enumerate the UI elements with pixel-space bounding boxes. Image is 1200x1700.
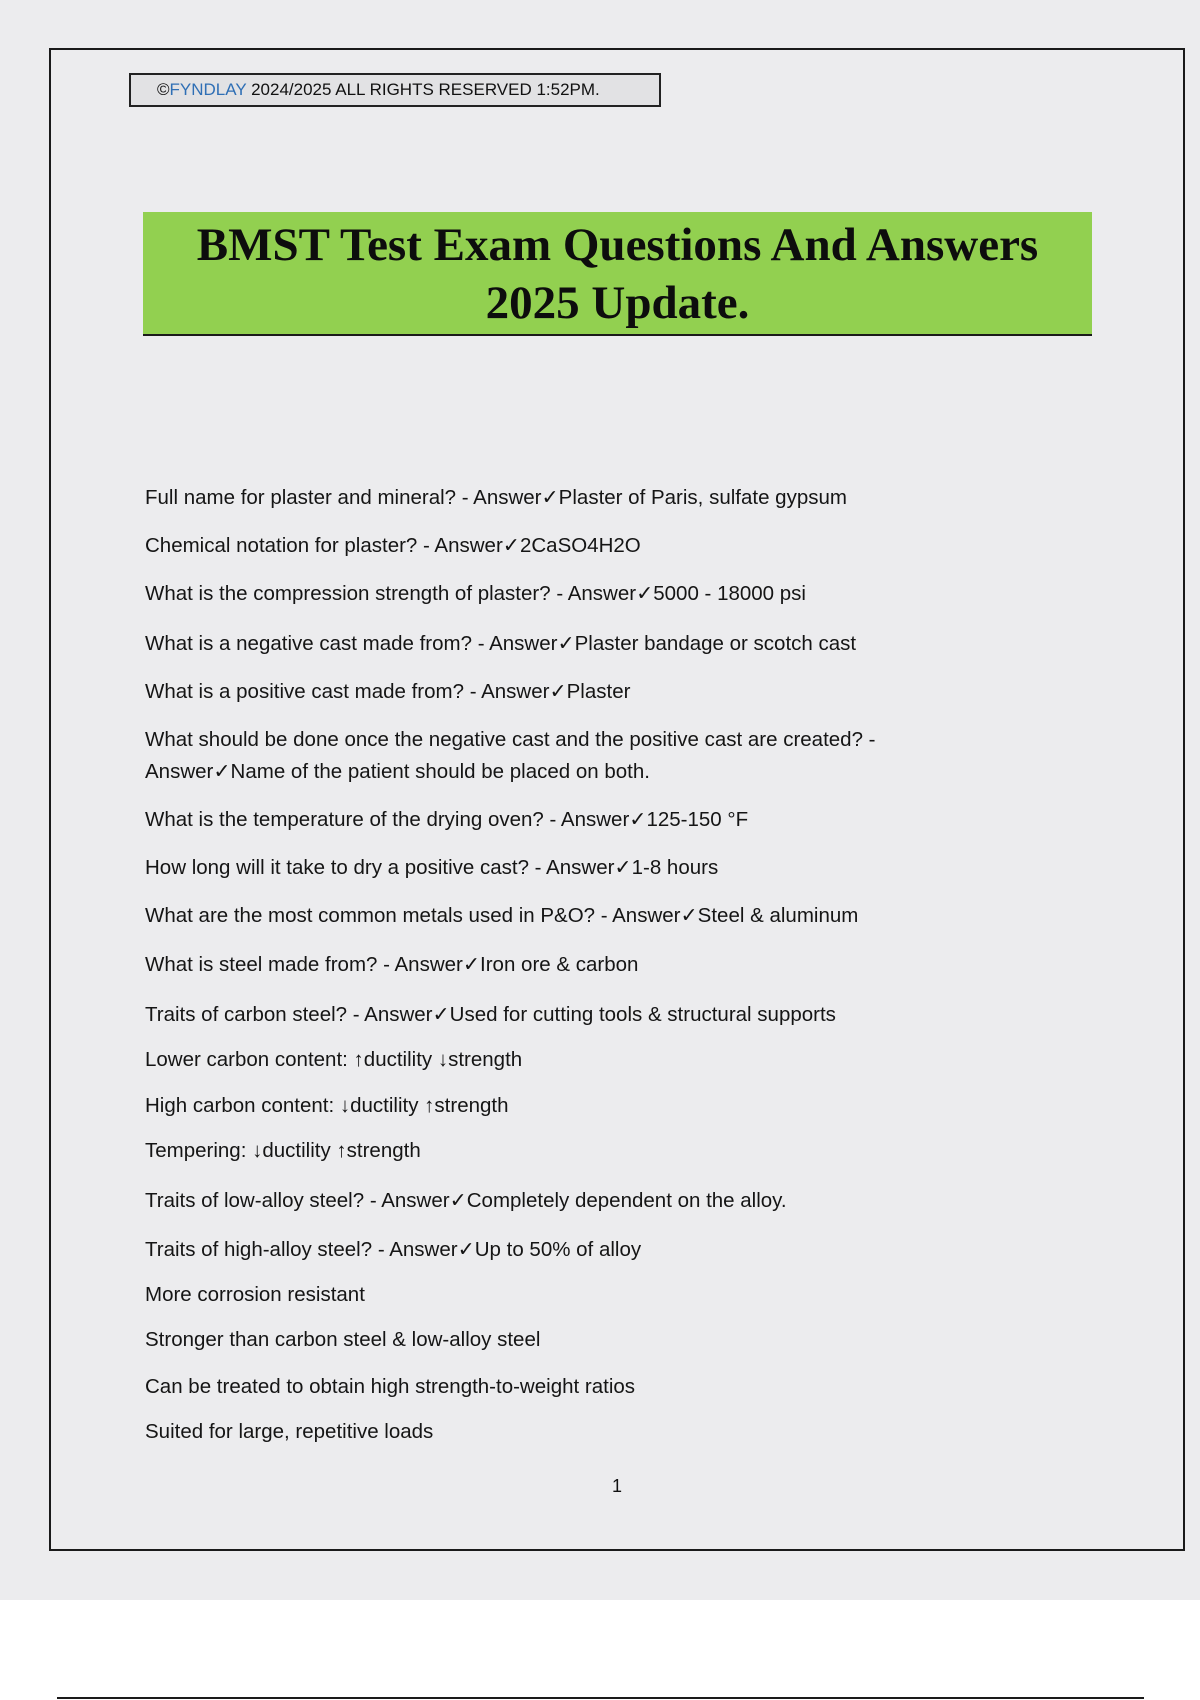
qa-item: What is a negative cast made from? - Answer✓Plaster bandage or scotch cast	[145, 632, 857, 655]
qa-item: What is a positive cast made from? - Answer✓Plaster	[145, 680, 631, 703]
qa-item: Full name for plaster and mineral? - Answer✓Plaster of Paris, sulfate gypsum	[145, 486, 847, 509]
qa-item: Tempering: ↓ductility ↑strength	[145, 1139, 421, 1162]
title-banner	[143, 212, 1092, 336]
qa-item: How long will it take to dry a positive cast? - Answer✓1-8 hours	[145, 856, 719, 879]
rights-text: 2024/2025 ALL RIGHTS RESERVED 1:52PM.	[246, 80, 600, 99]
qa-item: Suited for large, repetitive loads	[145, 1420, 434, 1443]
qa-item: High carbon content: ↓ductility ↑strength	[145, 1094, 509, 1117]
qa-item: What should be done once the negative cast and the positive cast are created? - Answer✓Name of the patient should be placed on both.	[145, 728, 876, 783]
brand-name: FYNDLAY	[169, 80, 247, 99]
qa-item: What is the compression strength of plaster? - Answer✓5000 - 18000 psi	[145, 582, 806, 605]
qa-item: What are the most common metals used in P&O? - Answer✓Steel & aluminum	[145, 904, 859, 927]
document-title-line-2: 2025 Update.	[485, 277, 750, 329]
qa-item: Chemical notation for plaster? - Answer✓2CaSO4H2O	[145, 534, 641, 557]
qa-item: What is the temperature of the drying oven? - Answer✓125-150 °F	[145, 808, 749, 831]
qa-item: Traits of high-alloy steel? - Answer✓Up to 50% of alloy	[145, 1238, 642, 1261]
qa-item: More corrosion resistant	[145, 1283, 365, 1306]
document-title-line-1: BMST Test Exam Questions And Answers	[196, 219, 1039, 271]
copyright-symbol: ©	[157, 80, 170, 99]
qa-item: Can be treated to obtain high strength-to-weight ratios	[145, 1375, 636, 1398]
qa-item: What is steel made from? - Answer✓Iron ore & carbon	[145, 953, 639, 976]
qa-item: Lower carbon content: ↑ductility ↓strength	[145, 1048, 523, 1071]
page-number: 1	[611, 1476, 622, 1496]
qa-item: Traits of carbon steel? - Answer✓Used for cutting tools & structural supports	[145, 1003, 836, 1026]
qa-item: Traits of low-alloy steel? - Answer✓Completely dependent on the alloy.	[145, 1189, 787, 1212]
next-page-divider	[57, 1697, 1144, 1699]
copyright-notice	[129, 73, 661, 107]
qa-item: Stronger than carbon steel & low-alloy steel	[145, 1328, 541, 1351]
